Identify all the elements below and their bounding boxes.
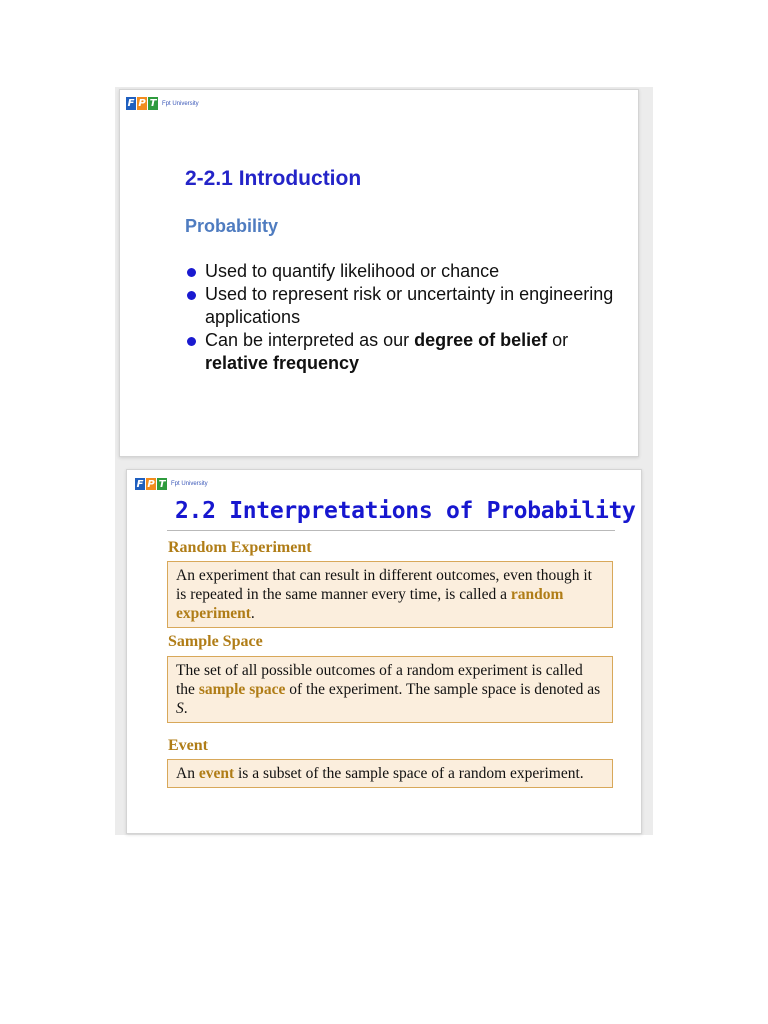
bullet-list [185,260,630,375]
logo-tile-p: P [138,98,146,109]
fpt-logo [135,478,208,490]
definition-box-event [167,759,613,788]
definition-term: sample space [198,681,286,698]
logo-text: Fpt University [162,100,199,107]
definition-text: . [250,605,255,622]
fpt-logo [126,97,199,110]
definition-text: is a subset of the sample space of a random experiment. [234,765,584,782]
bullet-item [185,260,630,283]
section-heading-event: Event [168,737,208,754]
logo-tile-p: P [147,478,155,490]
logo-tile-f: F [127,98,135,109]
slide-interpretations [126,469,642,834]
bullet-dot-icon [187,337,196,346]
definition-term: event [198,765,235,782]
definition-term: random experiment [176,586,564,622]
bullet-emphasis: relative frequency [205,353,360,373]
definition-text: The set of all possible outcomes of a random experiment is called the [176,662,583,698]
bullet-emphasis: degree of belief [414,330,548,350]
bullet-dot-icon [187,291,196,300]
definition-text: An [176,765,199,782]
logo-tile-t: T [149,98,157,109]
definition-box-sample-space [167,656,613,723]
bullet-item [185,329,630,375]
definition-text: An experiment that can result in different outcomes, even though it is repeated in the same manner every time, is called a [176,567,592,603]
bullet-text-pre: Can be interpreted as our [205,330,415,350]
definition-text: . [183,700,188,717]
logo-tile-f: F [136,478,144,490]
bullet-dot-icon [187,268,196,277]
slide-title: 2.2 Interpretations of Probability [175,498,636,524]
title-divider [167,530,615,531]
logo-text: Fpt University [171,481,208,487]
section-heading-random-experiment: Random Experiment [168,539,312,556]
definition-symbol: S [176,700,184,717]
bullet-item [185,283,630,329]
slide-introduction [119,89,639,457]
bullet-text-mid: or [547,330,569,350]
slide-subtitle: Probability [185,216,279,236]
slide-title: 2-2.1 Introduction [185,167,362,190]
bullet-text: Used to represent risk or uncertainty in engineering applications [205,284,614,327]
bullet-text: Used to quantify likelihood or chance [205,261,500,281]
section-heading-sample-space: Sample Space [168,633,263,650]
definition-box-random-experiment [167,561,613,628]
logo-tile-t: T [158,478,166,490]
definition-text: of the experiment. The sample space is denoted as [285,681,601,698]
